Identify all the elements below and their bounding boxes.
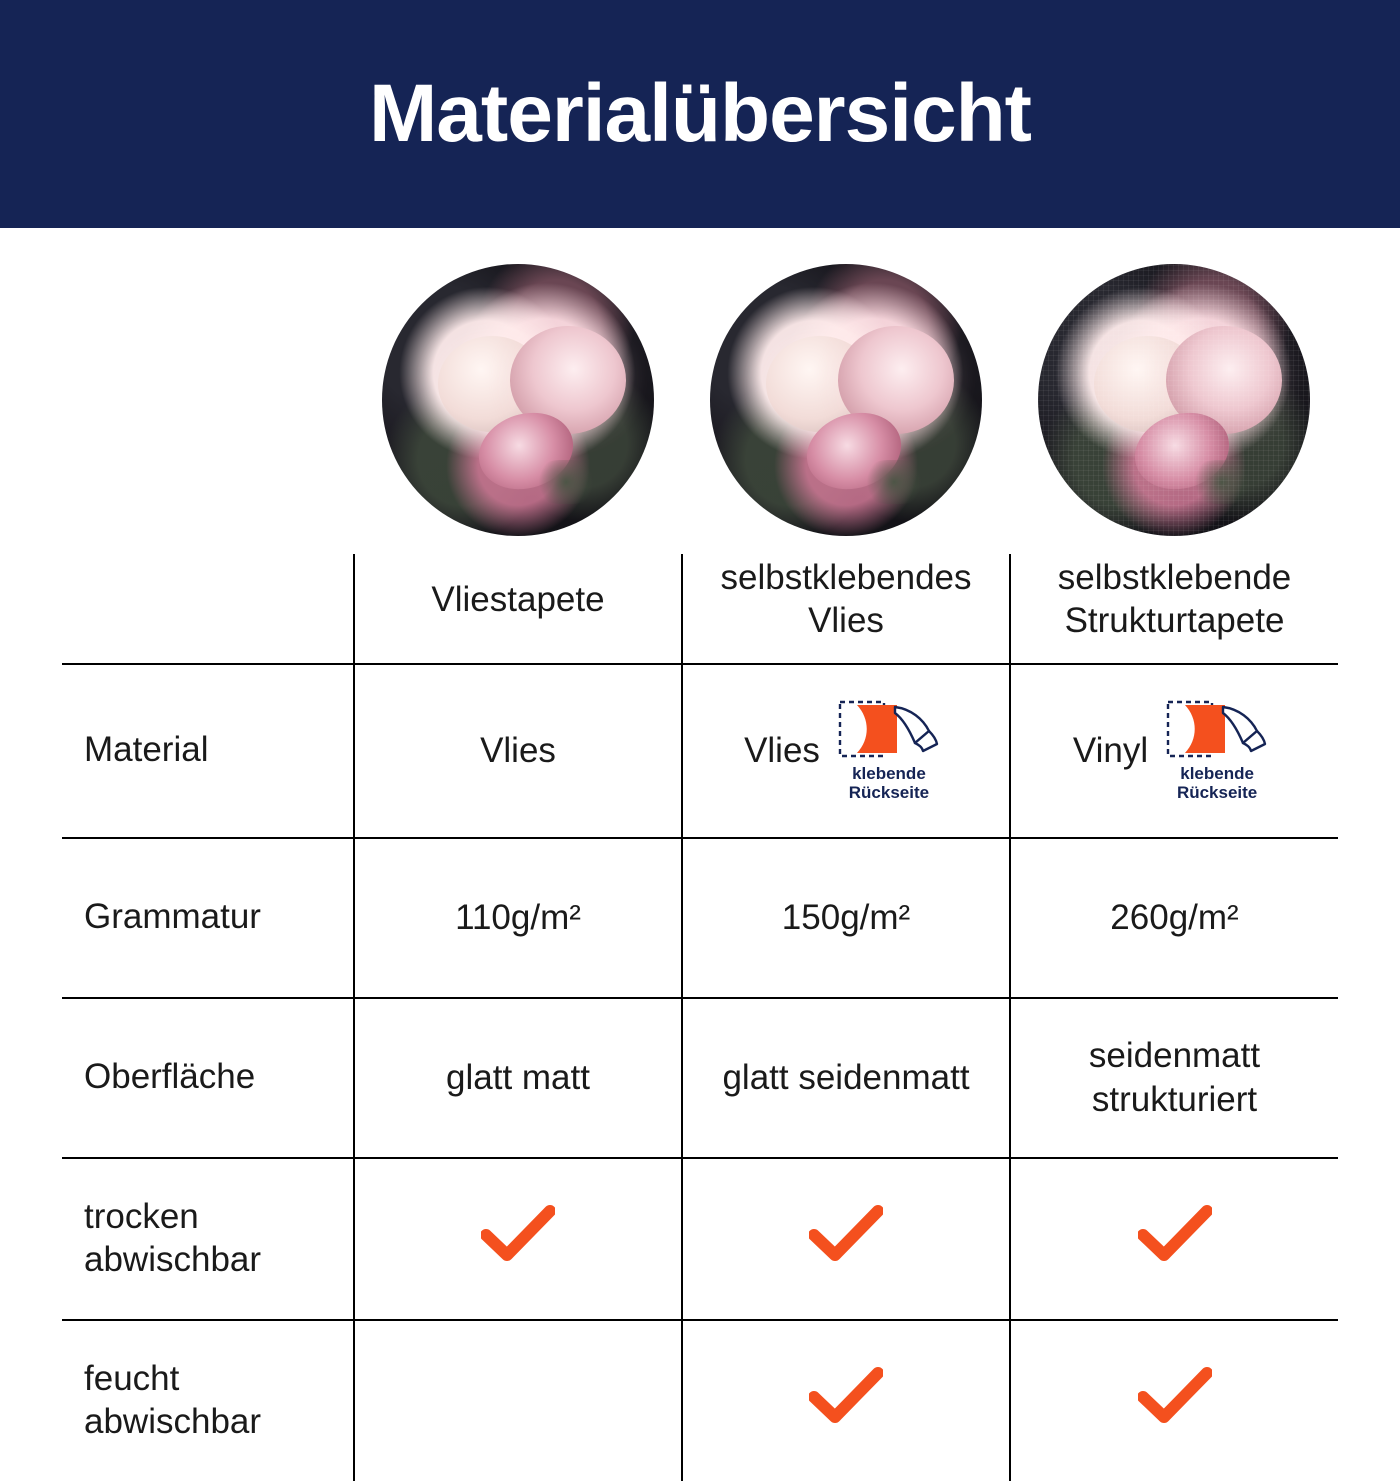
cell-value: Vinyl	[1072, 731, 1149, 771]
cell-grammatur-selbstklebendes-vlies: 150g/m²	[682, 838, 1010, 998]
cell-material-strukturtapete	[1010, 664, 1338, 838]
table-row-grammatur	[62, 838, 1338, 998]
peeling-corner-icon	[1165, 699, 1269, 761]
column-header-vliestapete: Vliestapete	[354, 554, 682, 664]
flower-wallpaper-thumbnail	[710, 264, 982, 536]
badge-caption-line2: Rückseite	[1176, 783, 1258, 803]
image-cell-empty	[62, 228, 354, 554]
cell-material-vliestapete	[354, 664, 682, 838]
badge-caption-line2: Rückseite	[848, 783, 930, 803]
image-cell-vliestapete	[354, 228, 682, 554]
page-header	[0, 0, 1400, 228]
check-icon	[809, 1367, 883, 1425]
table-row-images	[62, 228, 1338, 554]
column-header-selbstklebendes-vlies: selbstklebendes Vlies	[682, 554, 1010, 664]
cell-grammatur-strukturtapete: 260g/m²	[1010, 838, 1338, 998]
row-label-material: Material	[62, 664, 354, 838]
peeling-corner-icon	[837, 699, 941, 761]
badge-caption-line1: klebende	[852, 764, 926, 784]
table-row-trocken-abwischbar	[62, 1158, 1338, 1320]
row-label-grammatur: Grammatur	[62, 838, 354, 998]
row-label-oberflaeche: Oberfläche	[62, 998, 354, 1158]
page-title: Materialübersicht	[369, 68, 1031, 159]
table-row-headings	[62, 554, 1338, 664]
check-icon	[1138, 1367, 1212, 1425]
image-cell-selbstklebendes-vlies	[682, 228, 1010, 554]
badge-caption-line1: klebende	[1180, 764, 1254, 784]
cell-material-selbstklebendes-vlies	[682, 664, 1010, 838]
adhesive-back-badge-caption	[1177, 764, 1257, 802]
table-row-feucht-abwischbar	[62, 1320, 1338, 1481]
column-header-empty	[62, 554, 354, 664]
table-row-oberflaeche	[62, 998, 1338, 1158]
cell-oberflaeche-strukturtapete: seidenmatt strukturiert	[1010, 998, 1338, 1158]
check-icon	[809, 1205, 883, 1263]
cell-trocken-selbstklebendes-vlies	[682, 1158, 1010, 1320]
cell-feucht-selbstklebendes-vlies	[682, 1320, 1010, 1481]
check-icon	[1138, 1205, 1212, 1263]
cell-feucht-vliestapete	[354, 1320, 682, 1481]
cell-feucht-strukturtapete	[1010, 1320, 1338, 1481]
adhesive-back-badge-caption	[849, 764, 929, 802]
column-header-strukturtapete: selbstklebende Strukturtapete	[1010, 554, 1338, 664]
cell-value: Vlies	[480, 731, 556, 771]
row-label-trocken-abwischbar: trocken abwischbar	[62, 1158, 354, 1320]
flower-wallpaper-thumbnail	[382, 264, 654, 536]
material-comparison-section	[0, 228, 1400, 1481]
table-row-material	[62, 664, 1338, 838]
cell-oberflaeche-selbstklebendes-vlies: glatt seidenmatt	[682, 998, 1010, 1158]
material-comparison-table	[62, 228, 1338, 1481]
flower-wallpaper-thumbnail	[1038, 264, 1310, 536]
adhesive-back-badge	[830, 699, 948, 802]
cell-trocken-vliestapete	[354, 1158, 682, 1320]
check-icon	[481, 1205, 555, 1263]
row-label-feucht-abwischbar: feucht abwischbar	[62, 1320, 354, 1481]
adhesive-back-badge	[1158, 699, 1276, 802]
cell-value: Vlies	[744, 731, 820, 771]
cell-oberflaeche-vliestapete: glatt matt	[354, 998, 682, 1158]
cell-grammatur-vliestapete: 110g/m²	[354, 838, 682, 998]
cell-trocken-strukturtapete	[1010, 1158, 1338, 1320]
image-cell-strukturtapete	[1010, 228, 1338, 554]
